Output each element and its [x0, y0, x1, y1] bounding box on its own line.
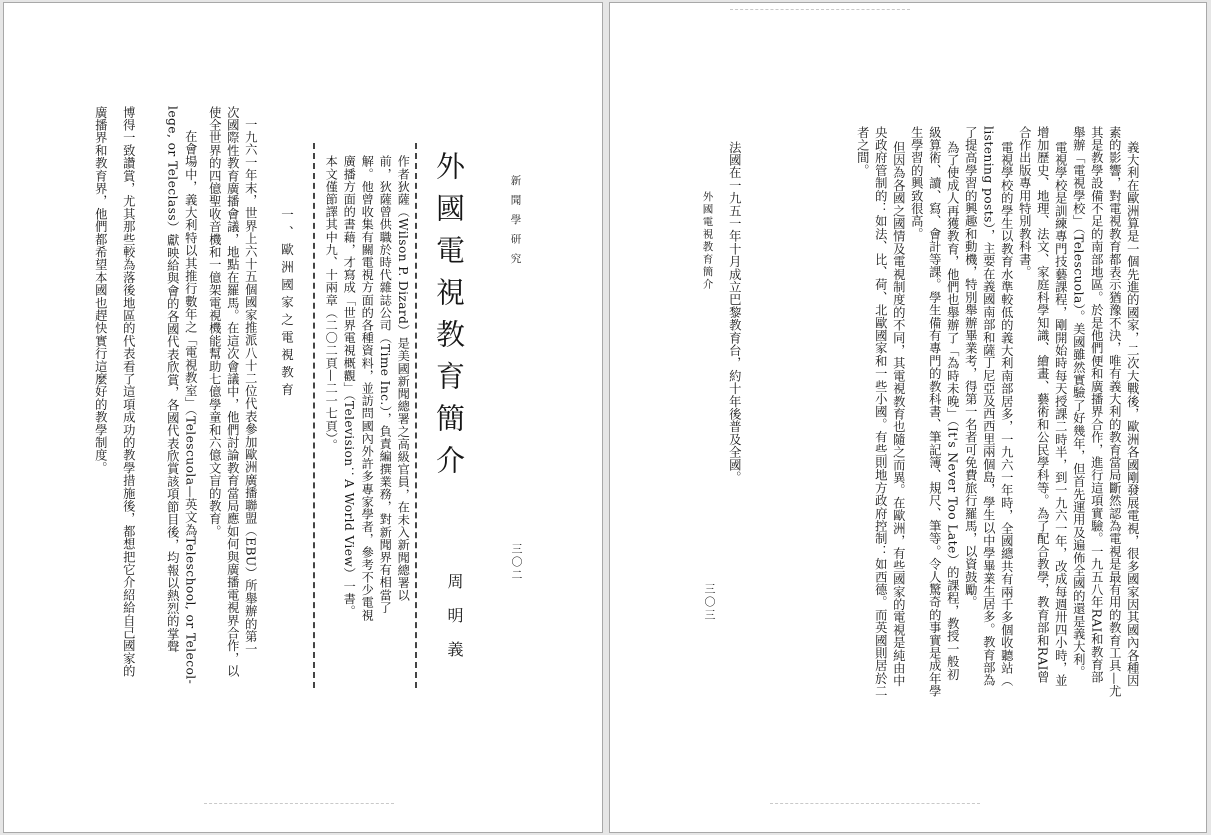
body-line: 電視學校的學生以教育水準較低的義大利南部居多，一九六一年時，全國總共有兩千多個收聽站（ [999, 141, 1014, 688]
body-line: 增加歷史、地理、法文、家庭科學知識、繪畫、藝術和公民學科等。為了配合教學，教育部和RAI曾 [1035, 126, 1050, 684]
intro-rule-left [313, 143, 315, 688]
intro-line: 廣播方面的書藉，才寫成「世界電視概觀」（Television：A World View）一書。 [342, 155, 357, 618]
intro-line: 前，狄薩曾供職於時代雜誌公司（Time Inc.），負責編撰業務，對新聞界有相當了 [378, 155, 393, 614]
body-line: 但因為各國之國情及電視制度的不同，其電視教育也隨之而異。在歐洲，有些國家的電視是純由中 [891, 141, 906, 688]
body-line: 其是教學設備不足的南部地區。於是他們便和廣播界合作，進行這項實驗。一九五八年RAI和教育部 [1089, 126, 1104, 684]
page-number: 三〇三 [703, 583, 716, 622]
body-line: 級算術、讀、寫、會計等課。學生備有專門的教科書、筆記簿、規尺、筆等。令人驚奇的事實是成年學 [927, 126, 942, 698]
body-line: 者之間。 [855, 126, 870, 177]
left-page [3, 2, 603, 833]
running-head: 新聞學研究 [509, 175, 522, 273]
body-line: 為了使成人再獲教育，他們也舉辦了「為時未晚」（It's Never Too Late）的課程，教授一般初 [945, 141, 960, 681]
page-number: 三〇二 [510, 543, 523, 582]
body-line: 合作出版專用特別教科書。 [1017, 126, 1032, 279]
body-line: 一九六一年末，世界上六十五個國家推派八十二位代表參加歐洲廣播聯盟（EBU）所舉辦的第一 [243, 118, 258, 656]
body-line: 生學習的興致很高。 [909, 126, 924, 241]
body-line: 央政府管制的：如法、比、荷、北歐國家和一些小國。有些則地方政府控制：如西德。而英國則居於二 [873, 126, 888, 698]
scan-artifact [770, 803, 980, 804]
intro-line: 作者狄薩（Wilson P. Dizard）是美國新聞總署之高級官員，在未入新聞總署以 [396, 155, 411, 602]
body-line: 廣播界和教育界，他們都希望本國也趕快實行這麼好的教學制度。 [93, 106, 108, 475]
article-author: 周明義 [445, 573, 464, 675]
running-head: 外國電視教育簡介 [701, 191, 714, 291]
body-line: 了提高學習的興趣和動機，特別舉辦畢業考，得第一名者可免費旅行羅馬，以資鼓勵。 [963, 126, 978, 609]
body-line: 素的影響，對電視教育都表示猶豫不決，唯有義大利的教育當局斷然認為電視是最有用的教育工具—尤 [1107, 126, 1122, 698]
body-line: 義大利在歐洲算是一個先進的國家，二次大戰後，歐洲各國剛發展電視，很多國家因其國內各種因 [1125, 141, 1140, 688]
body-line: 在會場中，義大利特以其推行數年之「電視教室」（Telescuola—英文為Teleschool, or Telecol- [183, 130, 198, 685]
body-line: 舉辦「電視學校」（Telescuola）。美國雖然實驗了好幾年，但首先運用及遍佈全國的還是義大利。 [1071, 126, 1086, 679]
body-line: lege, or Teleclass）獻映給與會的各國代表欣賞，各國代表欣賞該項節目後，均報以熱烈的掌聲 [165, 106, 180, 653]
article-title: 外國電視教育簡介 [432, 151, 466, 487]
body-line: 博得一致讚賞，尤其那些較為落後地區的代表看了這項成功的教學措施後，都想把它介紹給自己國家的 [121, 106, 136, 678]
section-heading: 一、歐洲國家之電視教育 [279, 208, 295, 401]
body-line: 使全世界的四億聖收音機和一億架電視機能幫助七億學童和六億文盲的教育。 [207, 106, 222, 538]
scan-artifact [730, 9, 910, 10]
body-line: 次國際性教育廣播會議，地點在羅馬。在這次會議中，他們討論教育當局應如何與廣播電視界合作，以 [225, 106, 240, 678]
body-line: 法國在一九五一年十月成立巴黎教育台，約十年後普及全國。 [727, 141, 742, 484]
intro-line: 解。他曾收集有關電視方面的各種資料，並訪問國內外許多專家學者，參考不少電視 [360, 155, 375, 622]
scan-artifact [204, 803, 394, 804]
body-line: 電視學校是訓練專門技藝課程，剛開始時每天授課二時半，到一九六一年，改成每週卅四小時，並 [1053, 141, 1068, 688]
body-line: listening posts），主要在義國南部和薩丁尼亞及西西里兩個島，學生以中學畢業生居多。教育部為 [981, 126, 996, 687]
intro-line: 本文僅節譯其中九、十兩章（二〇二頁—二一七頁）。 [324, 155, 339, 452]
right-page [609, 2, 1207, 833]
intro-rule-right [415, 143, 417, 688]
